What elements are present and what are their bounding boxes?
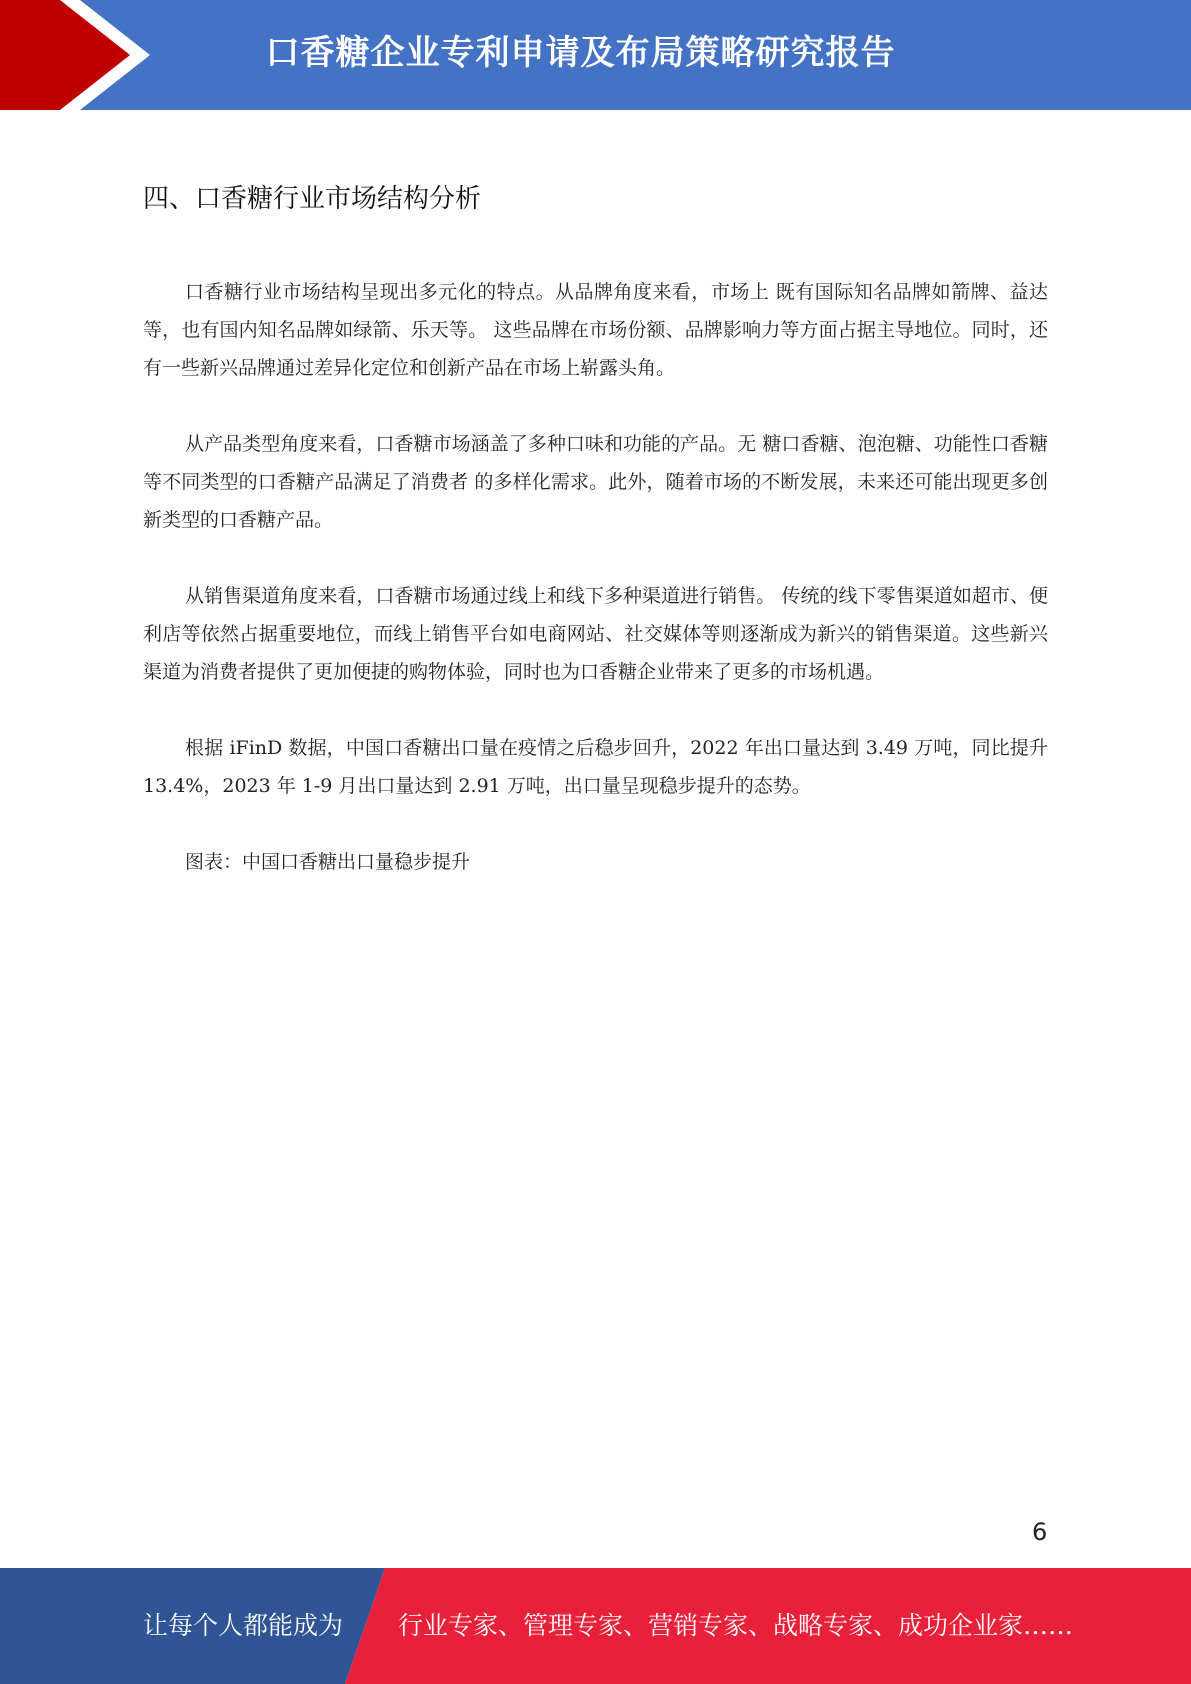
footer-slogan-left: 让每个人都能成为 (143, 1611, 344, 1640)
page-number: 6 (1032, 1518, 1048, 1546)
page-footer (0, 1568, 1191, 1684)
report-title: 口香糖企业专利申请及布局策略研究报告 (265, 33, 896, 73)
paragraph-sales-channel: 从销售渠道角度来看，口香糖市场通过线上和线下多种渠道进行销售。 传统的线下零售渠道如超市、便利店等依然占据重要地位，而线上销售平台如电商网站、社交媒体等则逐渐成为新兴的销售渠道。这些新兴渠道为消费者提供了更加便捷的购物体验，同时也为口香糖企业带来了更多的市场机遇。 (143, 585, 1048, 683)
section-heading: 四、口香糖行业市场结构分析 (143, 184, 482, 214)
footer-slogan-right: 行业专家、管理专家、营销专家、战略专家、成功企业家…… (398, 1611, 1074, 1640)
paragraph-export-data: 根据 iFinD 数据，中国口香糖出口量在疫情之后稳步回升，2022 年出口量达到 3.49 万吨，同比提升 13.4%，2023 年 1-9 月出口量达到 2.91 万吨，出口量呈现稳步提升的态势。 (143, 737, 1048, 797)
figure-caption: 图表：中国口香糖出口量稳步提升 (185, 851, 471, 873)
paragraph-brand: 口香糖行业市场结构呈现出多元化的特点。从品牌角度来看，市场上 既有国际知名品牌如箭牌、益达等，也有国内知名品牌如绿箭、乐天等。 这些品牌在市场份额、品牌影响力等方面占据主导地位。同时，还有一些新兴品牌通过差异化定位和创新产品在市场上崭露头角。 (143, 281, 1048, 379)
paragraph-product-type: 从产品类型角度来看，口香糖市场涵盖了多种口味和功能的产品。无 糖口香糖、泡泡糖、功能性口香糖等不同类型的口香糖产品满足了消费者 的多样化需求。此外，随着市场的不断发展，未来还可能出现更多创新类型的口香糖产品。 (143, 433, 1048, 531)
page-header (0, 0, 1191, 110)
body-content (143, 273, 1048, 919)
